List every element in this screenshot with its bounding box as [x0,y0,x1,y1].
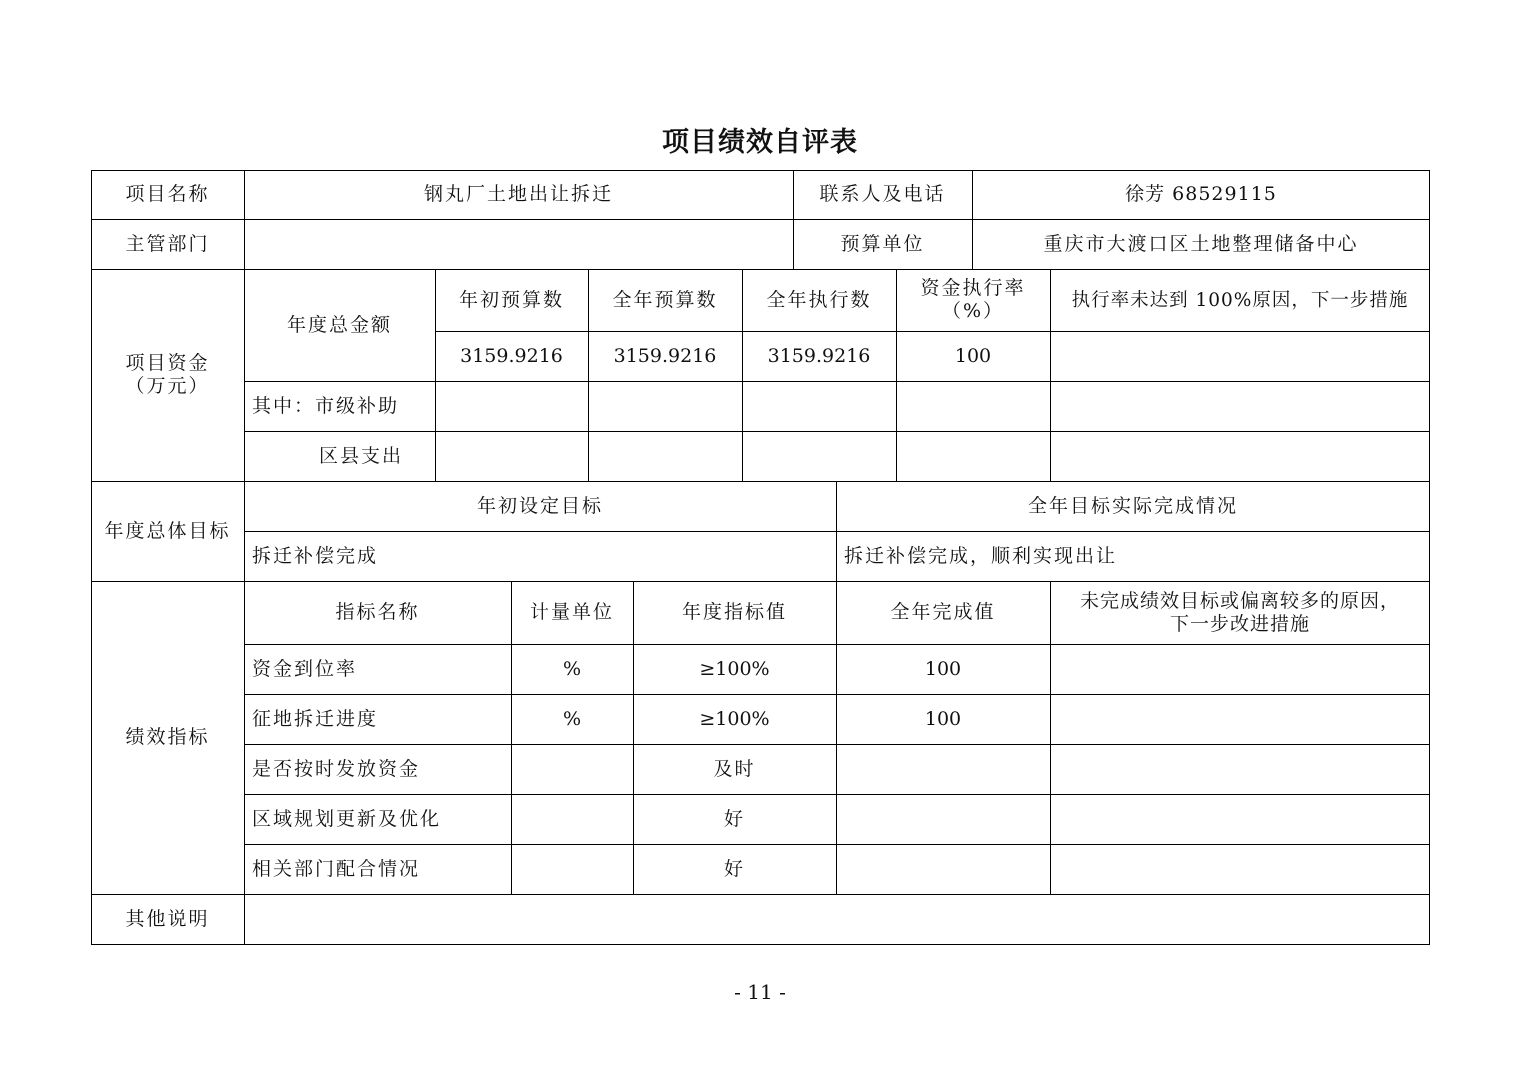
funds-label-line1: 项目资金 [125,352,210,374]
execution-rate-value: 100 [954,344,992,367]
indicator-name-header: 指标名称 [335,601,420,623]
annual-total-label: 年度总金额 [286,313,392,336]
budget-unit-value: 重庆市大渡口区土地整理储备中心 [1043,232,1359,255]
page-number: - 11 - [734,980,786,1004]
project-name-value: 钢丸厂土地出让拆迁 [423,183,613,205]
header-reason: 执行率未达到 100%原因，下一步措施 [1071,289,1409,311]
indicator-row-name: 是否按时发放资金 [252,757,421,780]
indicator-row-actual: 100 [924,707,962,730]
indicator-unit-header: 计量单位 [529,601,614,623]
goals-initial-text: 拆迁补偿完成 [252,544,379,567]
annual-budget-value: 3159.9216 [613,344,717,367]
budget-unit-label: 预算单位 [840,232,925,255]
execution-rate-line1: 资金执行率 [920,277,1026,299]
indicator-row-name: 区域规划更新及优化 [252,807,442,830]
goals-actual-text: 拆迁补偿完成，顺利实现出让 [844,544,1118,567]
indicator-row-unit [511,794,633,844]
goals-label: 年度总体目标 [104,519,231,542]
indicator-row-actual [836,744,1050,794]
indicator-row-actual [836,794,1050,844]
indicator-row-name: 征地拆迁进度 [252,707,379,730]
indicator-row-target: 好 [723,807,745,830]
indicator-row-unit [511,844,633,894]
indicator-row-actual: 100 [924,657,962,680]
page-title: 项目绩效自评表 [662,127,858,158]
dept-label: 主管部门 [125,232,210,255]
annual-executed-value: 3159.9216 [767,344,871,367]
indicator-row-name: 相关部门配合情况 [252,857,421,880]
header-execution-rate [896,269,1050,331]
indicators-label: 绩效指标 [125,726,210,748]
indicator-actual-header: 全年完成值 [890,601,996,623]
goals-actual-header: 全年目标实际完成情况 [1027,494,1238,517]
indicator-row-target: ≥100% [699,707,770,730]
other-notes-label: 其他说明 [125,908,210,930]
execution-rate-line2: （%） [941,300,1005,322]
funds-label [91,269,244,481]
indicator-row-unit [511,744,633,794]
indicator-reason-header [1050,581,1430,644]
header-annual-executed: 全年执行数 [766,288,872,311]
indicator-target-header: 年度指标值 [681,601,787,623]
indicator-row-target: 及时 [713,757,756,780]
indicator-row-target: 好 [723,857,745,880]
reason-header-line1: 未完成绩效目标或偏离较多的原因， [1079,589,1400,612]
contact-label: 联系人及电话 [819,183,946,205]
header-initial-budget: 年初预算数 [458,288,564,311]
indicator-row-target: ≥100% [699,657,770,680]
goals-initial-header: 年初设定目标 [476,494,603,517]
city-subsidy-label: 其中：市级补助 [252,394,400,417]
project-name-label: 项目名称 [125,183,210,205]
header-annual-budget: 全年预算数 [612,288,718,311]
district-label: 区县支出 [318,444,403,467]
initial-budget-value: 3159.9216 [460,344,563,367]
indicator-row-name: 资金到位率 [252,657,358,680]
funds-label-line2: （万元） [125,375,210,397]
reason-header-line2: 下一步改进措施 [1169,612,1310,635]
indicator-row-unit: % [562,707,582,730]
other-notes-value [244,894,1430,945]
dept-value [244,219,793,269]
contact-value: 徐芳 68529115 [1125,183,1277,205]
indicator-row-unit: % [562,657,582,680]
indicator-row-actual [836,844,1050,894]
